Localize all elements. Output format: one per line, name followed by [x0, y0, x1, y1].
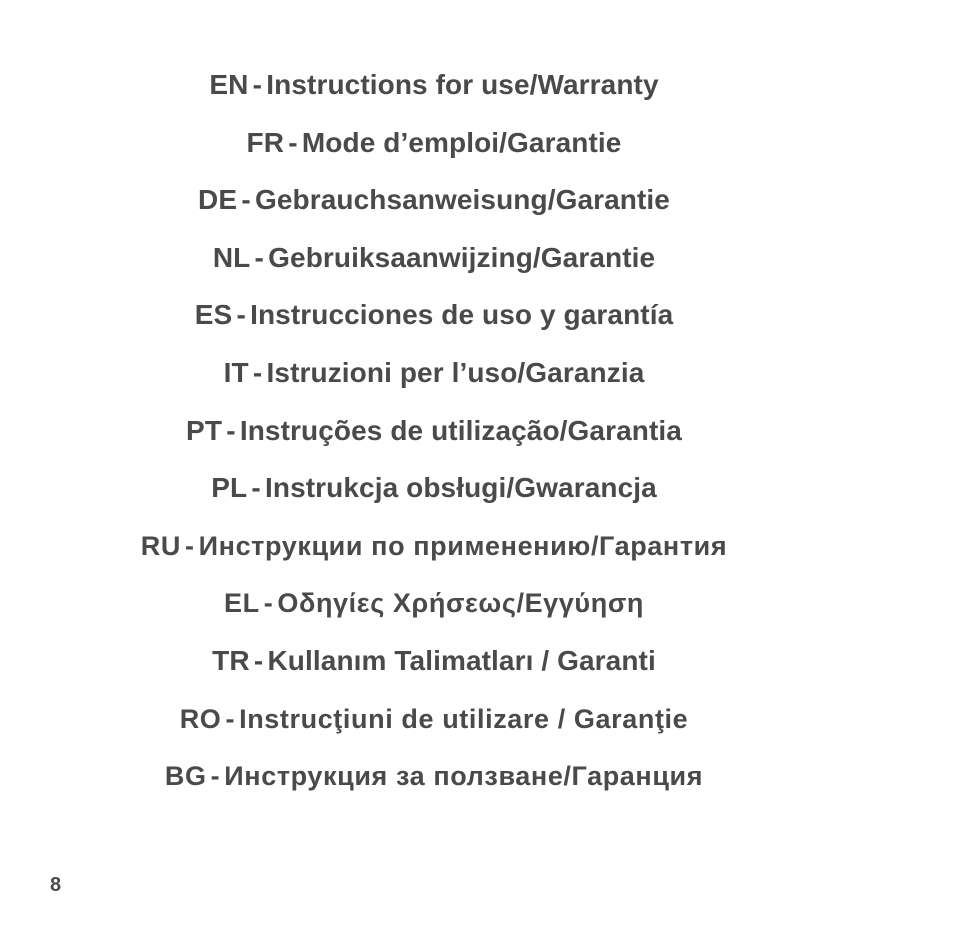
separator: -	[226, 414, 236, 446]
language-code: DE	[198, 184, 238, 216]
separator: -	[288, 126, 298, 158]
separator: -	[225, 703, 236, 734]
language-code: EN	[209, 69, 249, 100]
language-title: Instrucciones de uso y garantía	[250, 299, 674, 331]
language-title: Istruzioni per l’uso/Garanzia	[266, 356, 645, 388]
language-entry-it	[0, 350, 868, 408]
language-code: PL	[211, 472, 248, 504]
language-code: IT	[223, 356, 249, 388]
language-entry-pl	[0, 465, 868, 523]
separator: -	[252, 356, 263, 388]
language-code: FR	[246, 126, 285, 158]
language-title: Инструкция за ползване/Гаранция	[224, 761, 704, 792]
separator: -	[210, 761, 221, 792]
language-entry-en	[0, 62, 868, 120]
language-code: PT	[186, 414, 223, 446]
language-code: RO	[179, 703, 222, 734]
language-code: TR	[212, 644, 250, 676]
language-entry-es	[0, 292, 868, 350]
language-title: Mode d’emploi/Garantie	[301, 126, 622, 158]
language-code: NL	[212, 241, 251, 273]
separator: -	[252, 69, 263, 100]
separator: -	[251, 472, 261, 504]
language-title: Instruções de utilização/Garantia	[239, 414, 682, 446]
language-entry-el	[0, 580, 868, 638]
language-entry-ru	[0, 523, 868, 581]
language-title: Gebrauchsanweisung/Garantie	[254, 184, 670, 216]
separator: -	[236, 299, 246, 331]
page-number: 8	[50, 874, 62, 896]
language-code: ES	[194, 299, 233, 331]
language-title: Οδηγίες Χρήσεως/Εγγύηση	[277, 588, 644, 619]
language-entry-fr	[0, 120, 868, 178]
language-code: BG	[164, 761, 207, 792]
language-list	[0, 62, 868, 811]
language-title: Kullanım Talimatları / Garanti	[267, 644, 656, 676]
language-title: Instrukcja obsługi/Gwarancja	[264, 472, 657, 504]
language-entry-bg	[0, 753, 868, 811]
separator: -	[185, 530, 195, 561]
language-code: RU	[140, 530, 181, 561]
language-title: Gebruiksaanwijzing/Garantie	[268, 241, 656, 273]
language-title: Instrucţiuni de utilizare / Garanţie	[239, 703, 689, 734]
language-entry-tr	[0, 638, 868, 696]
language-entry-de	[0, 177, 868, 235]
language-entry-pt	[0, 408, 868, 466]
language-code: EL	[224, 588, 260, 619]
separator: -	[254, 241, 264, 273]
separator: -	[253, 644, 264, 676]
language-title: Инструкции по применению/Гарантия	[198, 530, 728, 561]
language-entry-ro	[0, 696, 868, 754]
separator: -	[241, 184, 251, 216]
language-title: Instructions for use/Warranty	[266, 69, 659, 100]
separator: -	[263, 588, 274, 619]
language-entry-nl	[0, 235, 868, 293]
